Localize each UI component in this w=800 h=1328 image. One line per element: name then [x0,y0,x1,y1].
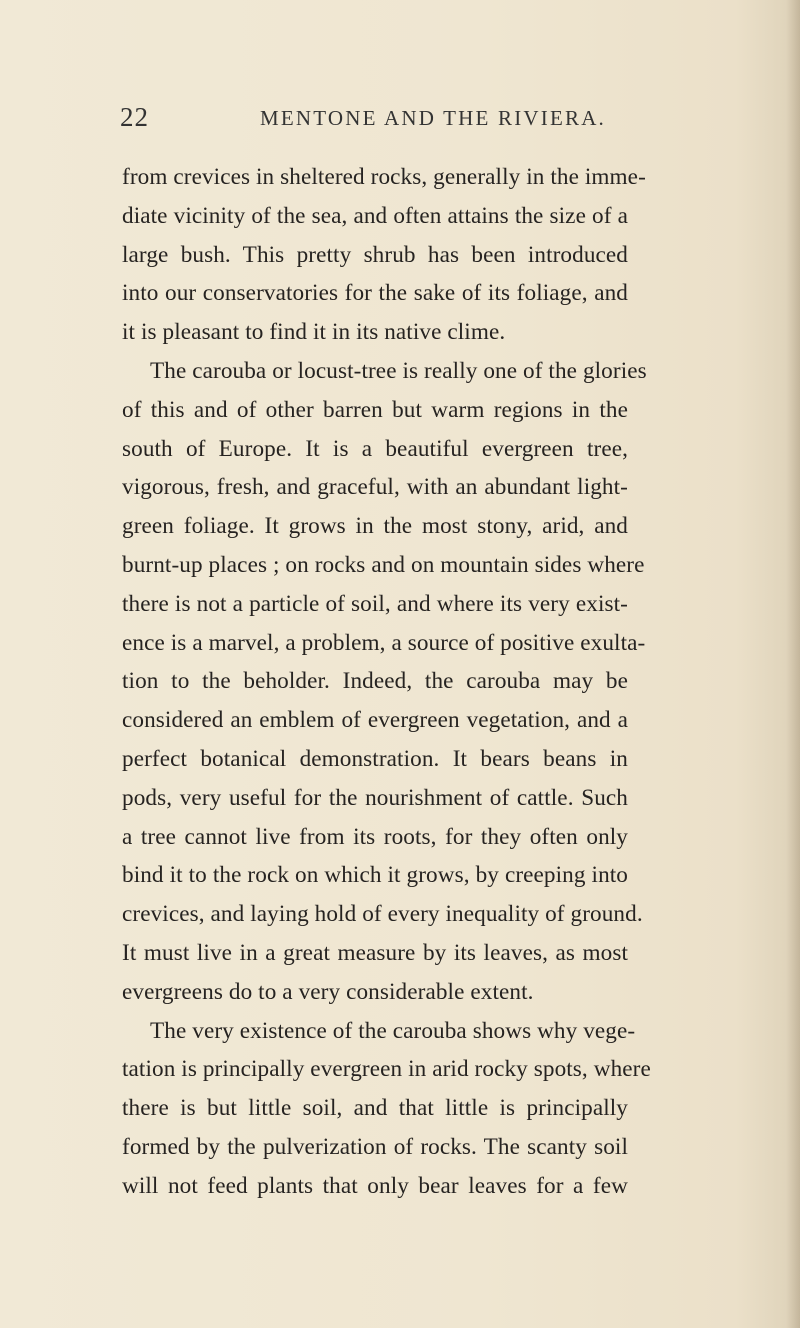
page-edge-shadow [786,0,800,1328]
text-line: pods, very useful for the nourishment of cattle. Such [122,784,628,811]
text-line: into our conservatories for the sake of its foliage, and [122,280,628,307]
text-line: of this and of other barren but warm regions in the [122,396,628,423]
text-line: evergreens do to a very considerable extent. [122,978,534,1005]
text-line: bind it to the rock on which it grows, by creeping into [122,862,628,889]
text-line: green foliage. It grows in the most stony, arid, and [122,513,628,540]
text-line: will not feed plants that only bear leaves for a few [122,1172,628,1199]
text-line: perfect botanical demonstration. It bears beans in [122,745,628,772]
text-line: tation is principally evergreen in arid rocky spots, where [122,1056,651,1083]
text-line: there is not a particle of soil, and where its very exist- [122,590,628,617]
text-line: considered an emblem of evergreen vegetation, and a [122,707,628,734]
text-line: vigorous, fresh, and graceful, with an abundant light- [122,474,628,501]
text-line: It must live in a great measure by its leaves, as most [122,939,628,966]
running-head [120,102,640,136]
body-text [122,158,651,1206]
text-line: ence is a marvel, a problem, a source of positive exulta- [122,629,646,656]
text-line: crevices, and laying hold of every inequality of ground. [122,901,643,928]
running-title: MENTONE AND THE RIVIERA. [260,106,607,130]
text-line: a tree cannot live from its roots, for they often only [122,823,628,850]
text-line: burnt-up places ; on rocks and on mountain sides where [122,551,645,578]
text-line: The carouba or locust-tree is really one of the glories [150,357,647,384]
text-line: The very existence of the carouba shows why vege- [150,1017,636,1044]
page-number: 22 [120,102,149,132]
text-line: south of Europe. It is a beautiful evergreen tree, [122,435,628,462]
text-line: from crevices in sheltered rocks, generally in the imme- [122,164,646,190]
text-line: formed by the pulverization of rocks. The scanty soil [122,1133,628,1160]
text-line: tion to the beholder. Indeed, the carouba may be [122,668,628,695]
text-line: it is pleasant to find it in its native clime. [122,319,506,346]
text-line: diate vicinity of the sea, and often attains the size of a [122,202,628,229]
text-line: there is but little soil, and that little is principally [122,1095,628,1122]
text-line: large bush. This pretty shrub has been introduced [122,241,628,268]
